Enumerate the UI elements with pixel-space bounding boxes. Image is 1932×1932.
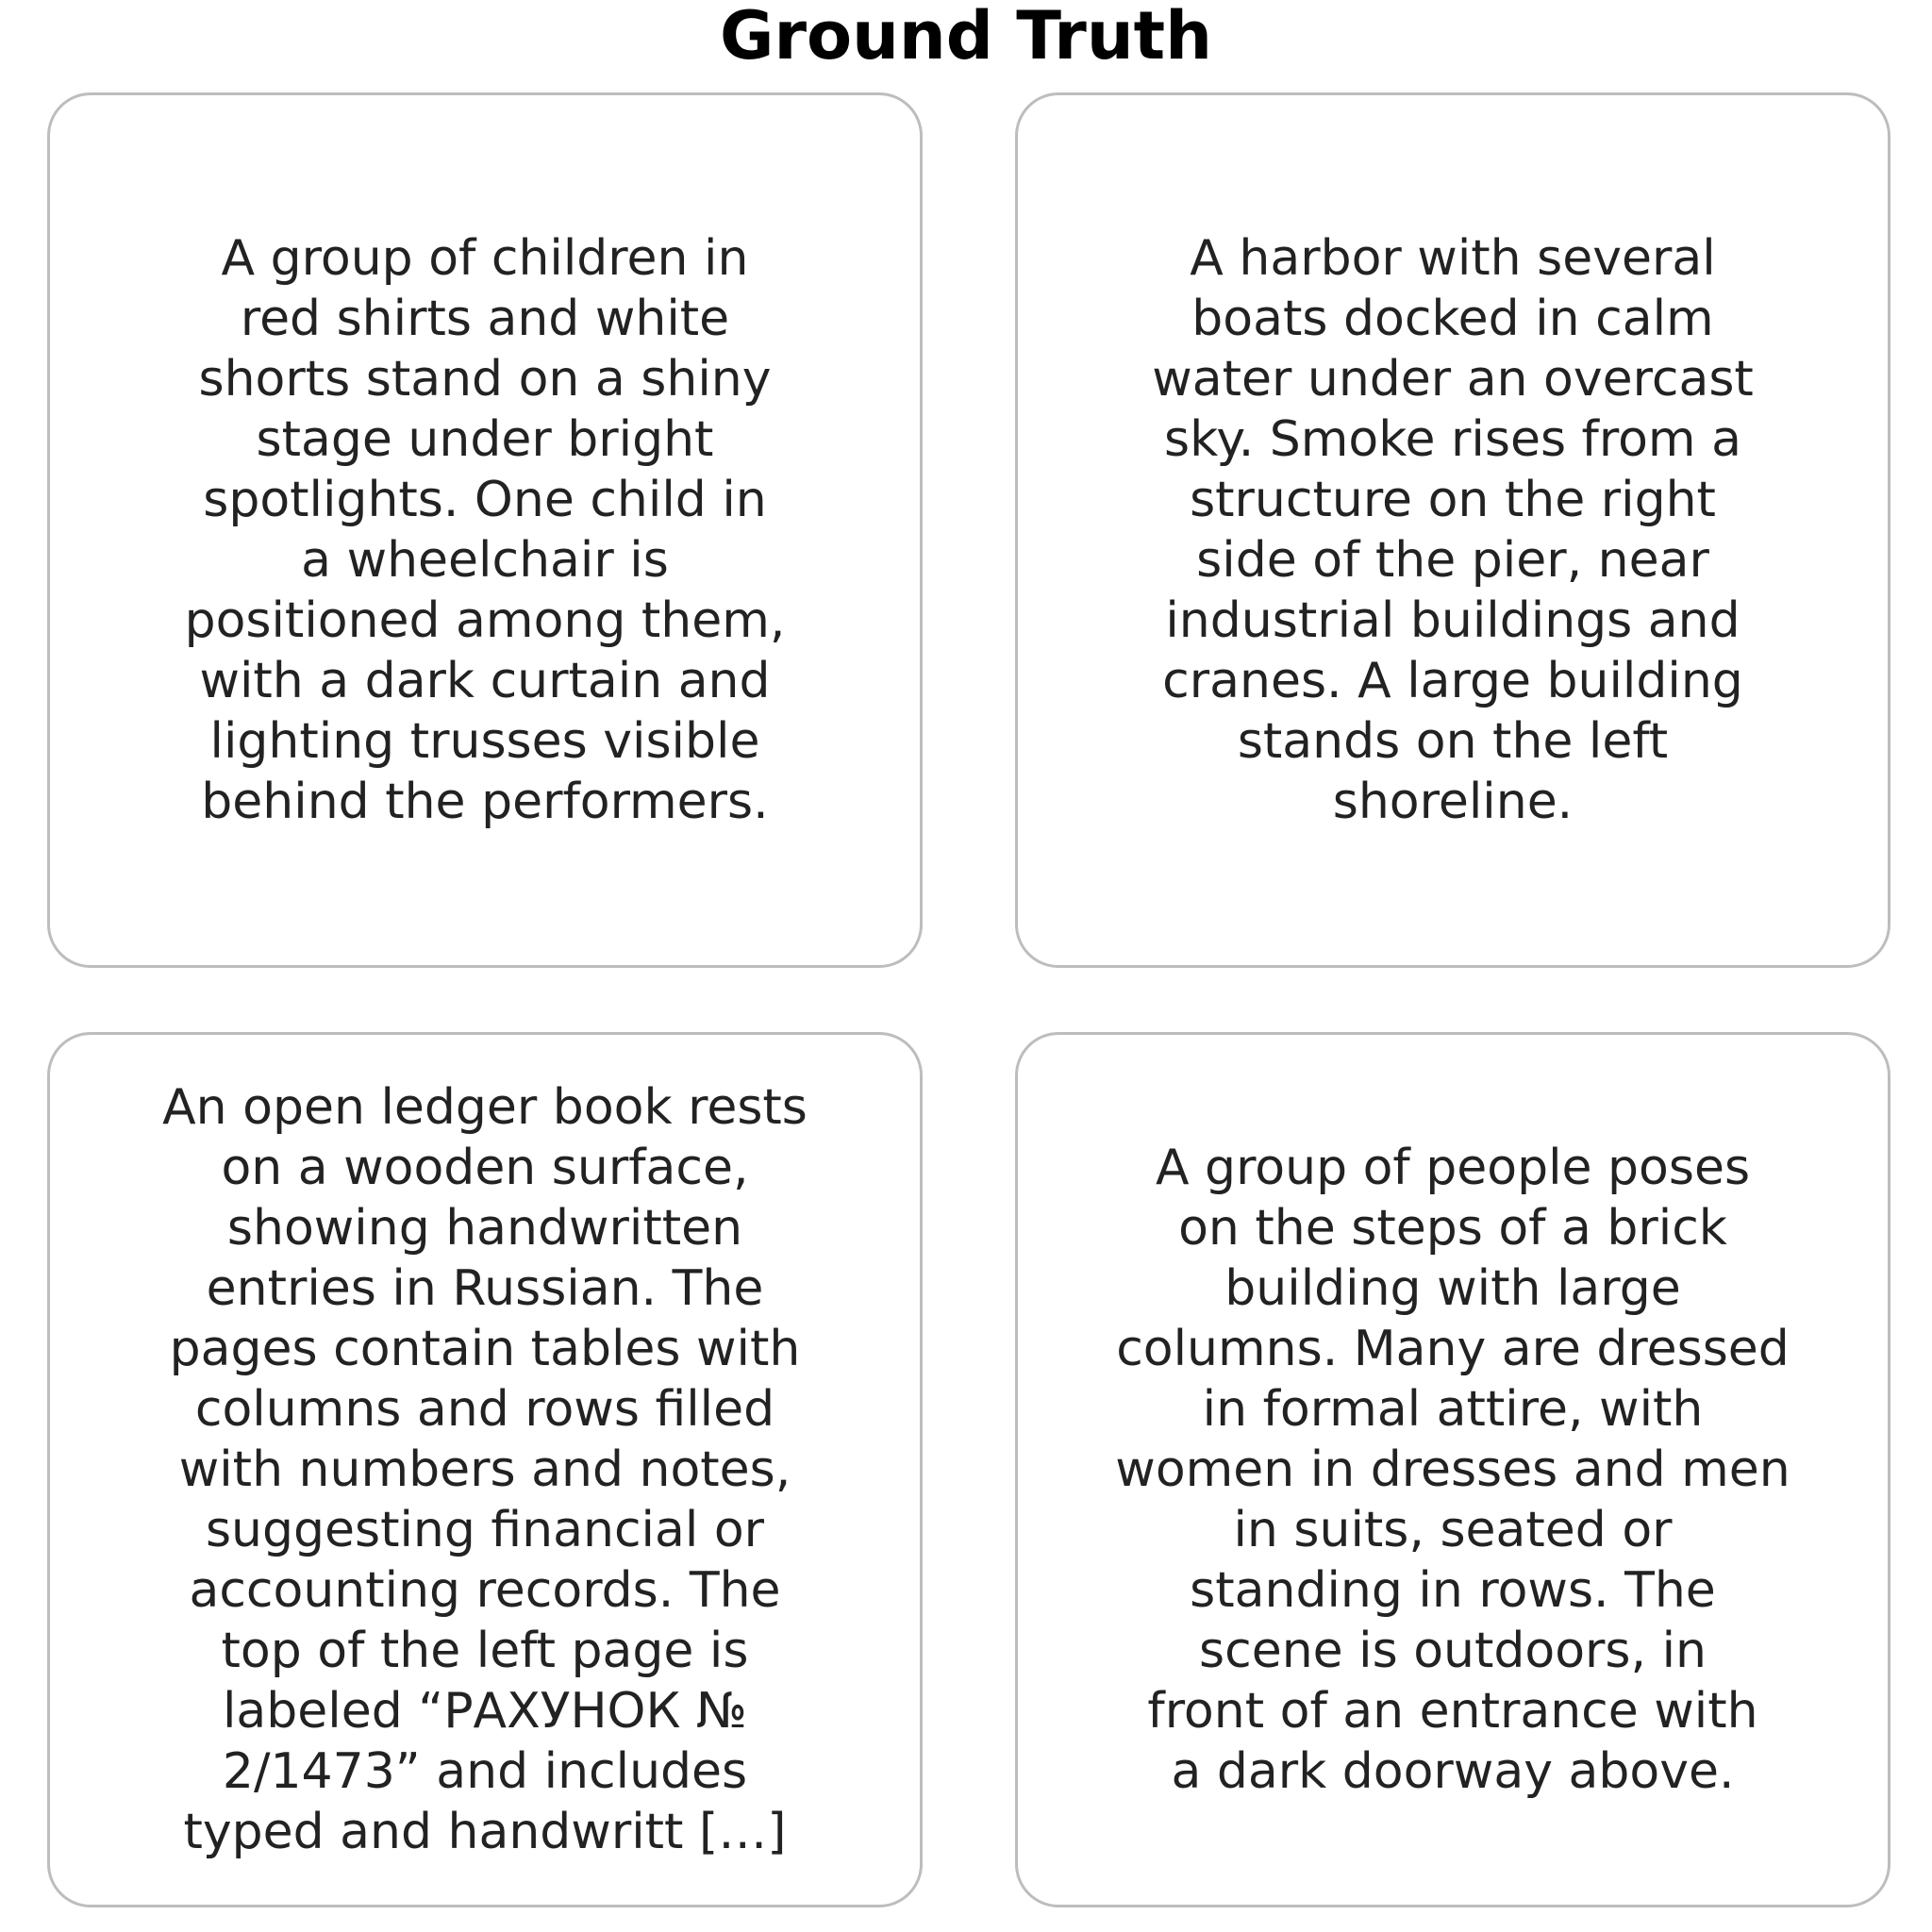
caption-card [1015, 1032, 1890, 1907]
caption-text: A harbor with several boats docked in calm water under an overcast sky. Smoke rises from a structure on the right side of the pier, near industrial buildings and cranes. A large building stands on the left shoreline. [1152, 230, 1754, 830]
caption-text: A group of people poses on the steps of a brick building with large columns. Many are dressed in formal attire, with women in dresses and men in suits, seated or standing in rows. The scene is outdoors, in front of an entrance with a dark doorway above. [1115, 1140, 1790, 1800]
caption-card [47, 92, 923, 968]
caption-text: A group of children in red shirts and white shorts stand on a shiny stage under bright spotlights. One child in a wheelchair is positioned among them, with a dark curtain and lighting trusses visible behind the performers. [184, 230, 786, 830]
caption-text: An open ledger book rests on a wooden surface, showing handwritten entries in Russian. The pages contain tables with columns and rows filled with numbers and notes, suggesting financial or accounting records. The top of the left page is labeled “РАХУНОК № 2/1473” and includes typed and handwritt […] [162, 1079, 808, 1860]
caption-card [47, 1032, 923, 1907]
page-title: Ground Truth [720, 0, 1212, 75]
caption-card [1015, 92, 1890, 968]
